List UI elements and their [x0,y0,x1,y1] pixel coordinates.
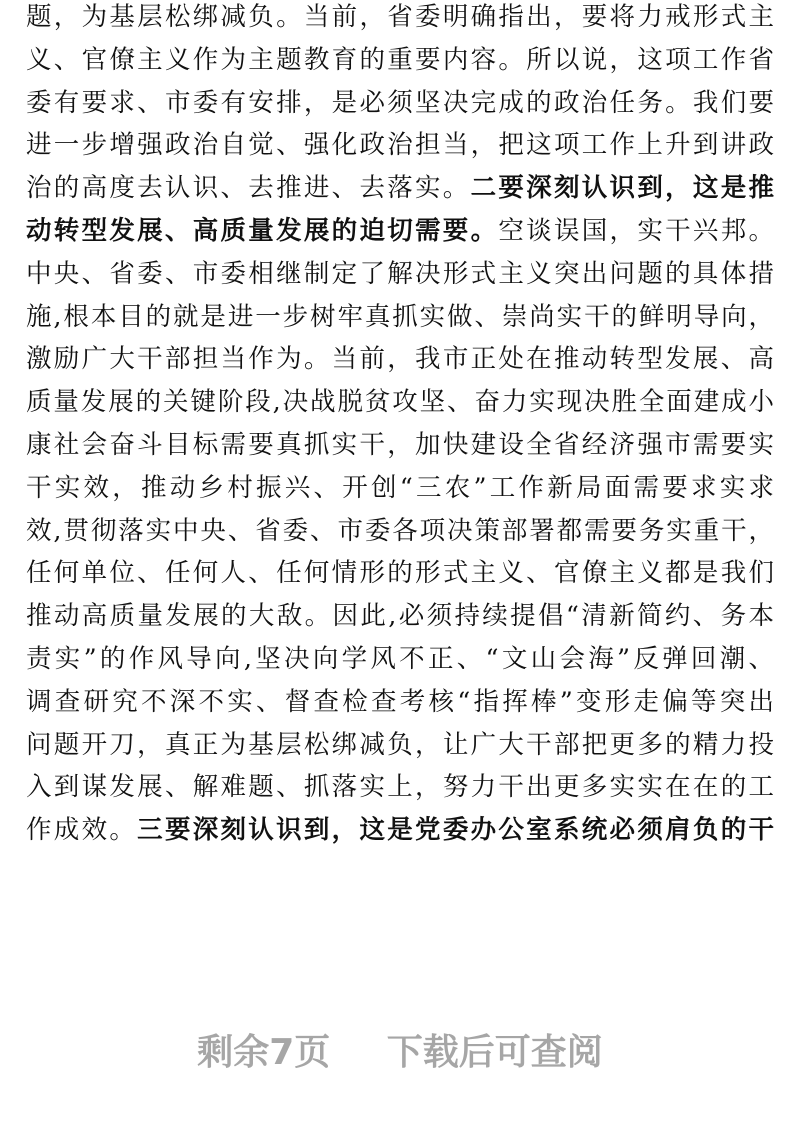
text-line [26,210,774,253]
text-line [26,809,774,852]
text-segment: 效,贯彻落实中央、省委、市委各项决策部署都需要务实重干， [26,515,774,546]
preview-footer [0,1024,800,1075]
text-line [26,552,774,595]
text-segment: 激励广大干部担当作为。当前，我市正处在推动转型发展、高 [26,344,774,375]
text-line [26,167,774,210]
text-line [26,595,774,638]
text-segment: 施,根本目的就是进一步树牢真抓实做、崇尚实干的鲜明导向， [26,301,774,332]
text-line [26,467,774,510]
text-line [26,0,774,39]
text-line [26,39,774,82]
text-segment: 作成效。 [26,815,138,846]
bold-text-segment: 三要深刻认识到，这是党委办公室系统必须肩负的干 [137,815,774,846]
text-line [26,681,774,724]
text-segment: 义、官僚主义作为主题教育的重要内容。所以说，这项工作省 [26,44,774,75]
text-segment: 入到谋发展、解难题、抓落实上，努力干出更多实实在在的工 [26,772,774,803]
text-line [26,253,774,296]
text-line [26,724,774,767]
text-segment: 质量发展的关键阶段,决战脱贫攻坚、奋力实现决胜全面建成小 [26,387,774,418]
text-segment: 中央、省委、市委相继制定了解决形式主义突出问题的具体措 [26,258,774,289]
text-line [26,424,774,467]
document-body [26,0,774,852]
text-segment: 题，为基层松绑减负。当前，省委明确指出，要将力戒形式主 [26,2,774,32]
text-segment: 空谈误国，实干兴邦。 [498,215,774,246]
text-line [26,510,774,553]
text-line [26,296,774,339]
text-segment: 推动高质量发展的大敌。因此,必须持续提倡“清新简约、务本 [26,601,774,632]
text-segment: 责实”的作风导向,坚决向学风不正、“文山会海”反弹回潮、 [26,643,774,674]
text-line [26,338,774,381]
text-segment: 问题开刀，真正为基层松绑减负，让广大干部把更多的精力投 [26,729,774,760]
text-line [26,638,774,681]
text-line [26,766,774,809]
text-line [26,82,774,125]
text-segment: 治的高度去认识、去推进、去落实。 [26,173,471,204]
text-segment: 康社会奋斗目标需要真抓实干，加快建设全省经济强市需要实 [26,429,774,460]
bold-text-segment: 二要深刻认识到，这是推 [470,173,774,204]
text-segment: 调查研究不深不实、督查检查考核“指挥棒”变形走偏等突出 [26,686,774,717]
remaining-pages-label: 剩余7页 [197,1032,331,1073]
text-line [26,124,774,167]
bold-text-segment: 动转型发展、高质量发展的迫切需要。 [26,215,499,246]
text-segment: 委有要求、市委有安排，是必须坚决完成的政治任务。我们要 [26,87,774,118]
text-segment: 任何单位、任何人、任何情形的形式主义、官僚主义都是我们 [26,558,774,589]
text-segment: 干实效，推动乡村振兴、开创“三农”工作新局面需要求实求 [26,472,774,503]
text-segment: 进一步增强政治自觉、强化政治担当，把这项工作上升到讲政 [26,130,774,161]
download-hint-label: 下载后可查阅 [386,1032,603,1073]
text-line [26,381,774,424]
